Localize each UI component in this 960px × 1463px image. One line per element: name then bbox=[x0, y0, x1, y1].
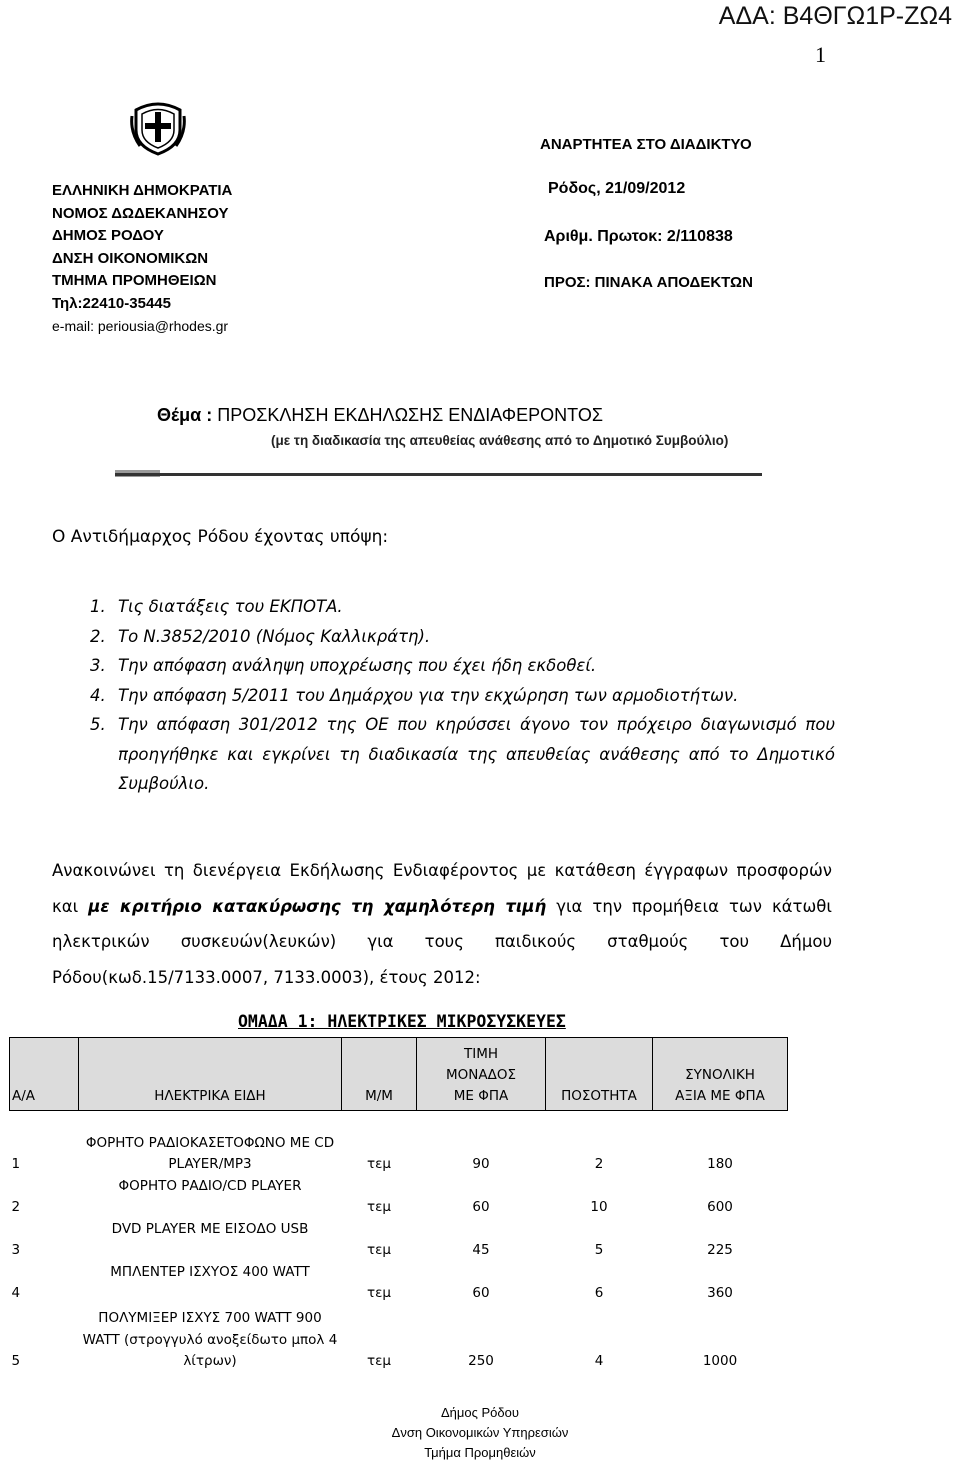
col-header-aa: Α/Α bbox=[10, 1038, 79, 1111]
cell-item-line: ΦΟΡΗΤΟ ΡΑΔΙΟ/CD PLAYER bbox=[118, 1177, 302, 1194]
cell-total: 180 bbox=[707, 1156, 733, 1172]
cell-item bbox=[79, 1305, 342, 1373]
col-header-price-line: ΜΟΝΑΔΟΣ bbox=[446, 1067, 516, 1083]
col-header-qty: ΠΟΣΟΤΗΤΑ bbox=[546, 1038, 653, 1111]
list-item bbox=[90, 651, 835, 681]
subject-title: ΠΡΟΣΚΛΗΣΗ ΕΚΔΗΛΩΣΗΣ ΕΝΔΙΑΦΕΡΟΝΤΟΣ bbox=[217, 405, 603, 425]
page-number: 1 bbox=[815, 42, 826, 67]
award-criterion: με κριτήριο κατακύρωσης τη χαμηλότερη τιμή bbox=[88, 896, 547, 916]
subject-line bbox=[157, 405, 603, 426]
list-item-number: 5. bbox=[90, 715, 106, 734]
footer-line: Δήμος Ρόδου bbox=[441, 1405, 519, 1420]
issuer-line: ΔΝΣΗ ΟΙΚΟΝΟΜΙΚΩΝ bbox=[52, 249, 209, 267]
cell-unit: τεμ bbox=[366, 1156, 391, 1172]
list-item-text: Την απόφαση 301/2012 της ΟΕ που κηρύσσει άγονο τον πρόχειρο διαγωνισμό που προηγήθηκε και εγκρίνει τη διαδικασία της απευθείας ανάθεσης από το Δημοτικό Συμβούλιο. bbox=[118, 715, 835, 793]
issuer-line: ΝΟΜΟΣ ΔΩΔΕΚΑΝΗΣΟΥ bbox=[52, 204, 229, 222]
cell-price: 90 bbox=[472, 1156, 490, 1172]
cell-price: 250 bbox=[468, 1353, 494, 1369]
list-item bbox=[90, 681, 835, 711]
cell-item-line: DVD PLAYER ΜΕ ΕΙΣΟΔΟ USB bbox=[111, 1220, 309, 1237]
cell-aa: 3 bbox=[11, 1242, 21, 1258]
cell-aa: 1 bbox=[11, 1156, 21, 1172]
cell-aa: 4 bbox=[11, 1285, 21, 1301]
cell-unit: τεμ bbox=[366, 1199, 391, 1215]
cell-aa: 2 bbox=[11, 1199, 21, 1215]
cell-qty: 2 bbox=[594, 1156, 604, 1172]
announcement-text: Ανακοινώνει τη διενέργεια Εκδήλωσης Ενδιαφέροντος με κατάθεση έγγραφων προσφορών και bbox=[52, 861, 832, 916]
cell-item bbox=[79, 1176, 342, 1219]
table-row bbox=[10, 1111, 788, 1176]
list-item-text: Την απόφαση 5/2011 του Δημάρχου για την εκχώρηση των αρμοδιοτήτων. bbox=[118, 685, 739, 705]
list-item-text: Το Ν.3852/2010 (Νόμος Καλλικράτη). bbox=[118, 626, 431, 646]
list-item bbox=[90, 622, 835, 652]
footer-line: Δνση Οικονομικών Υπηρεσιών bbox=[391, 1425, 569, 1440]
list-item-number: 2. bbox=[90, 626, 106, 646]
cell-unit: τεμ bbox=[366, 1242, 391, 1258]
products-table bbox=[9, 1037, 788, 1373]
cell-qty: 6 bbox=[594, 1285, 604, 1301]
col-header-items: ΗΛΕΚΤΡΙΚΑ ΕΙΔΗ bbox=[79, 1038, 342, 1111]
subject-label: Θέμα : bbox=[157, 405, 213, 425]
issuer-line: ΤΜΗΜΑ ΠΡΟΜΗΘΕΙΩΝ bbox=[52, 272, 217, 289]
footer bbox=[0, 1403, 960, 1463]
table-row bbox=[10, 1176, 788, 1219]
email-line: e-mail: periousia@rhodes.gr bbox=[52, 318, 229, 334]
announcement-text: για την προμήθεια των κάτωθι ηλεκτρικών συσκευών(λευκών) για τους παιδικούς σταθμούς του Δήμου Ρόδου(κωδ.15/7133.0007, 7133.0003), έτους 2012: bbox=[52, 896, 832, 987]
cell-item-line: λίτρων) bbox=[183, 1353, 237, 1369]
protocol-number: Αριθμ. Πρωτοκ: 2/110838 bbox=[544, 228, 733, 245]
cell-total: 600 bbox=[707, 1199, 733, 1215]
table-row bbox=[10, 1305, 788, 1373]
cell-item-line: PLAYER/MP3 bbox=[168, 1156, 252, 1172]
cell-item-line: ΦΟΡΗΤΟ ΡΑΔΙΟΚΑΣΕΤΟΦΩΝΟ ΜΕ CD bbox=[85, 1134, 335, 1151]
intro-text: Ο Αντιδήμαρχος Ρόδου έχοντας υπόψη: bbox=[52, 527, 389, 547]
cell-qty: 10 bbox=[590, 1199, 608, 1215]
list-item-number: 4. bbox=[90, 685, 106, 705]
col-header-total bbox=[653, 1038, 788, 1111]
footer-line: Τμήμα Προμηθειών bbox=[424, 1445, 536, 1460]
recipients: ΠΡΟΣ: ΠΙΝΑΚΑ ΑΠΟΔΕΚΤΩΝ bbox=[544, 274, 753, 291]
col-header-price-line: ΜΕ ΦΠΑ bbox=[453, 1088, 509, 1104]
list-item-number: 3. bbox=[90, 656, 106, 675]
cell-item bbox=[79, 1219, 342, 1262]
announcement-paragraph bbox=[52, 853, 832, 995]
ada-code: ΑΔΑ: Β4ΘΓΩ1Ρ-ΖΩ4 bbox=[718, 2, 952, 30]
table-row bbox=[10, 1262, 788, 1305]
greek-coat-of-arms-icon bbox=[128, 96, 188, 156]
issuer-line: ΕΛΛΗΝΙΚΗ ΔΗΜΟΚΡΑΤΙΑ bbox=[52, 182, 233, 199]
cell-price: 60 bbox=[472, 1285, 490, 1301]
cell-unit: τεμ bbox=[366, 1285, 391, 1301]
considerations-list bbox=[90, 592, 835, 799]
list-item-text: Την απόφαση ανάληψη υποχρέωσης που έχει ήδη εκδοθεί. bbox=[118, 656, 597, 675]
col-header-price-line: ΤΙΜΗ bbox=[463, 1046, 499, 1062]
cell-total: 360 bbox=[707, 1285, 733, 1301]
col-header-total-line: ΑΞΙΑ ΜΕ ΦΠΑ bbox=[675, 1088, 765, 1104]
group-title: ΟΜΑΔΑ 1: ΗΛΕΚΤΡΙΚΕΣ ΜΙΚΡΟΣΥΣΚΕΥΕΣ bbox=[238, 1012, 566, 1031]
col-header-price bbox=[417, 1038, 546, 1111]
cell-item-line: ΠΟΛΥΜΙΞΕΡ ΙΣΧΥΣ 700 WATT 900 bbox=[98, 1310, 322, 1326]
cell-item-line: WATT (στρογγυλό ανοξείδωτο μπολ 4 bbox=[82, 1331, 338, 1348]
cell-total: 225 bbox=[707, 1242, 733, 1258]
cell-total: 1000 bbox=[702, 1353, 738, 1369]
cell-qty: 5 bbox=[594, 1242, 604, 1258]
cell-item bbox=[79, 1262, 342, 1305]
cell-price: 60 bbox=[472, 1199, 490, 1215]
cell-unit: τεμ bbox=[366, 1353, 391, 1369]
table-row bbox=[10, 1219, 788, 1262]
cell-price: 45 bbox=[472, 1242, 490, 1258]
divider bbox=[115, 473, 762, 476]
cell-aa: 5 bbox=[11, 1353, 21, 1369]
cell-item bbox=[79, 1111, 342, 1176]
publish-notice: ΑΝΑΡΤΗΤΕΑ ΣΤΟ ΔΙΑΔΙΚΤΥΟ bbox=[540, 136, 752, 153]
subject-subtitle: (με τη διαδικασία της απευθείας ανάθεσης από το Δημοτικό Συμβούλιο) bbox=[271, 433, 729, 448]
issuer-line: ΔΗΜΟΣ ΡΟΔΟΥ bbox=[52, 227, 164, 244]
issuer-block bbox=[52, 180, 232, 338]
col-header-unit: Μ/Μ bbox=[342, 1038, 417, 1111]
list-item-number: 1. bbox=[90, 597, 106, 616]
list-item bbox=[90, 592, 835, 622]
cell-qty: 4 bbox=[594, 1353, 604, 1369]
place-date: Ρόδος, 21/09/2012 bbox=[548, 180, 686, 197]
cell-item-line: ΜΠΛΕΝΤΕΡ ΙΣΧΥΟΣ 400 WATT bbox=[110, 1263, 310, 1280]
list-item-text: Τις διατάξεις του ΕΚΠΟΤΑ. bbox=[118, 597, 343, 616]
col-header-total-line: ΣΥΝΟΛΙΚΗ bbox=[685, 1067, 755, 1083]
phone-line: Τηλ:22410-35445 bbox=[52, 294, 171, 312]
list-item bbox=[90, 710, 835, 799]
